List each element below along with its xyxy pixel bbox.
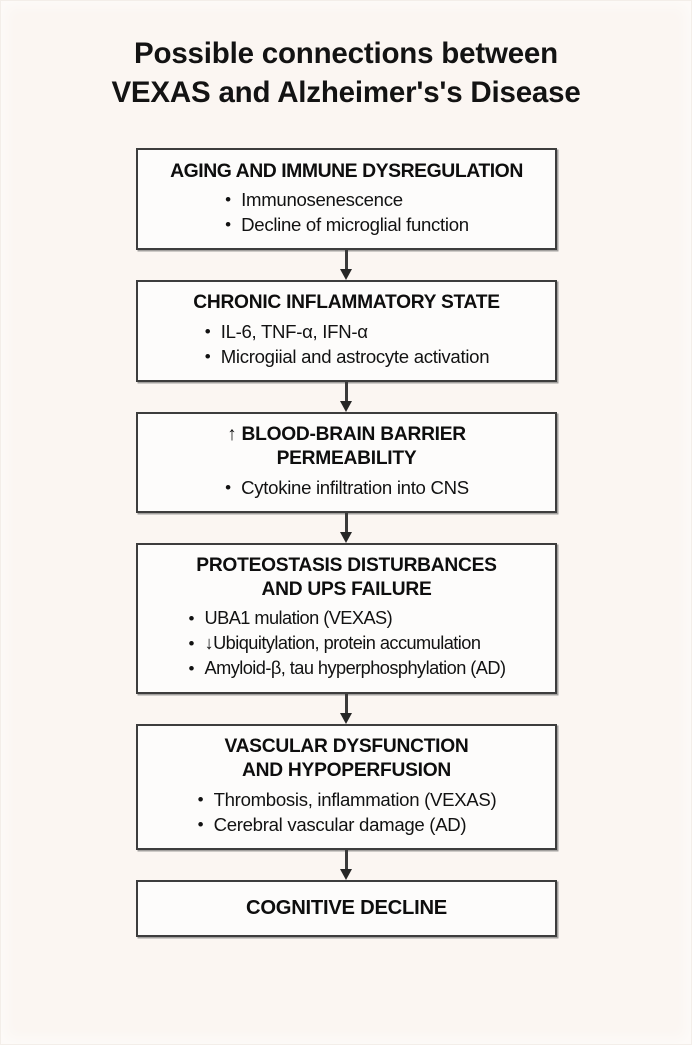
list-item: • UBA1 mulation (VEXAS) (188, 606, 506, 631)
figure-title (0, 34, 692, 112)
figure-title-line-1: Possible connections between (134, 37, 558, 70)
flow-node-proteostasis-disturbances-and-ups-failure (136, 543, 557, 694)
flow-node-title-line: PROTEOSTASIS DISTURBANCES (196, 555, 497, 576)
figure-title-line-2: VEXAS and Alzheimer's's Disease (111, 76, 581, 109)
flow-node-bullet-list (224, 187, 469, 237)
flow-node-bullet-list (188, 606, 506, 681)
flow-arrow-4 (136, 694, 557, 724)
flow-node-bullet-list (204, 319, 490, 369)
flow-node-bullet-list (197, 787, 497, 837)
list-item: • Cytokine infiltration into CNS (224, 475, 469, 500)
flow-node-title (148, 159, 545, 183)
flow-node-title (148, 891, 545, 924)
flow-arrow-5 (136, 850, 557, 880)
flow-node-chronic-inflammatory-state (136, 280, 557, 382)
list-item: • Microgiial and astrocyte activation (204, 344, 490, 369)
flow-node-title (148, 735, 545, 783)
list-item: • Cerebral vascular damage (AD) (197, 812, 497, 837)
flow-node-title-line: ↑ BLOOD-BRAIN BARRIER (227, 424, 466, 445)
arrow-down-icon (340, 269, 352, 280)
flow-node-title (148, 291, 545, 315)
flow-node-bullet-list (224, 475, 469, 500)
list-item: • Decline of microglial function (224, 212, 469, 237)
flow-node-aging-and-immune-dysregulation (136, 148, 557, 250)
flow-node-title-line: AGING AND IMMUNE DYSREGULATION (170, 160, 523, 182)
arrow-down-icon (340, 713, 352, 724)
flow-node-title-line: PERMEABILITY (276, 448, 417, 469)
flow-arrow-3 (136, 513, 557, 543)
flow-node-title-line: CHRONIC INFLAMMATORY STATE (193, 292, 500, 313)
list-item: • ↓Ubiquitylation, protein accumulation (188, 631, 506, 656)
arrow-down-icon (340, 401, 352, 412)
flow-node-vascular-dysfunction-and-hypoperfusion (136, 724, 557, 850)
flow-node-blood-brain-barrier-permeability (136, 412, 557, 513)
flow-arrow-1 (136, 250, 557, 280)
flow-node-title-line: AND UPS FAILURE (261, 579, 432, 600)
list-item: • Thrombosis, inflammation (VEXAS) (197, 787, 497, 812)
flow-node-cognitive-decline (136, 880, 557, 937)
flow-node-title (148, 423, 545, 471)
flow-arrow-2 (136, 382, 557, 412)
flow-node-title (148, 554, 545, 602)
flow-diagram (136, 148, 557, 937)
flow-node-title-line: AND HYPOPERFUSION (242, 760, 451, 781)
arrow-down-icon (340, 869, 352, 880)
flow-node-title-line: COGNITIVE DECLINE (245, 897, 447, 919)
list-item: • IL-6, TNF-α, IFN-α (204, 319, 490, 344)
flow-node-title-line: VASCULAR DYSFUNCTION (224, 736, 469, 757)
arrow-down-icon (340, 532, 352, 543)
list-item: • Immunosenescence (224, 187, 469, 212)
list-item: • Amyloid-β, tau hyperphosphylation (AD) (188, 656, 506, 681)
